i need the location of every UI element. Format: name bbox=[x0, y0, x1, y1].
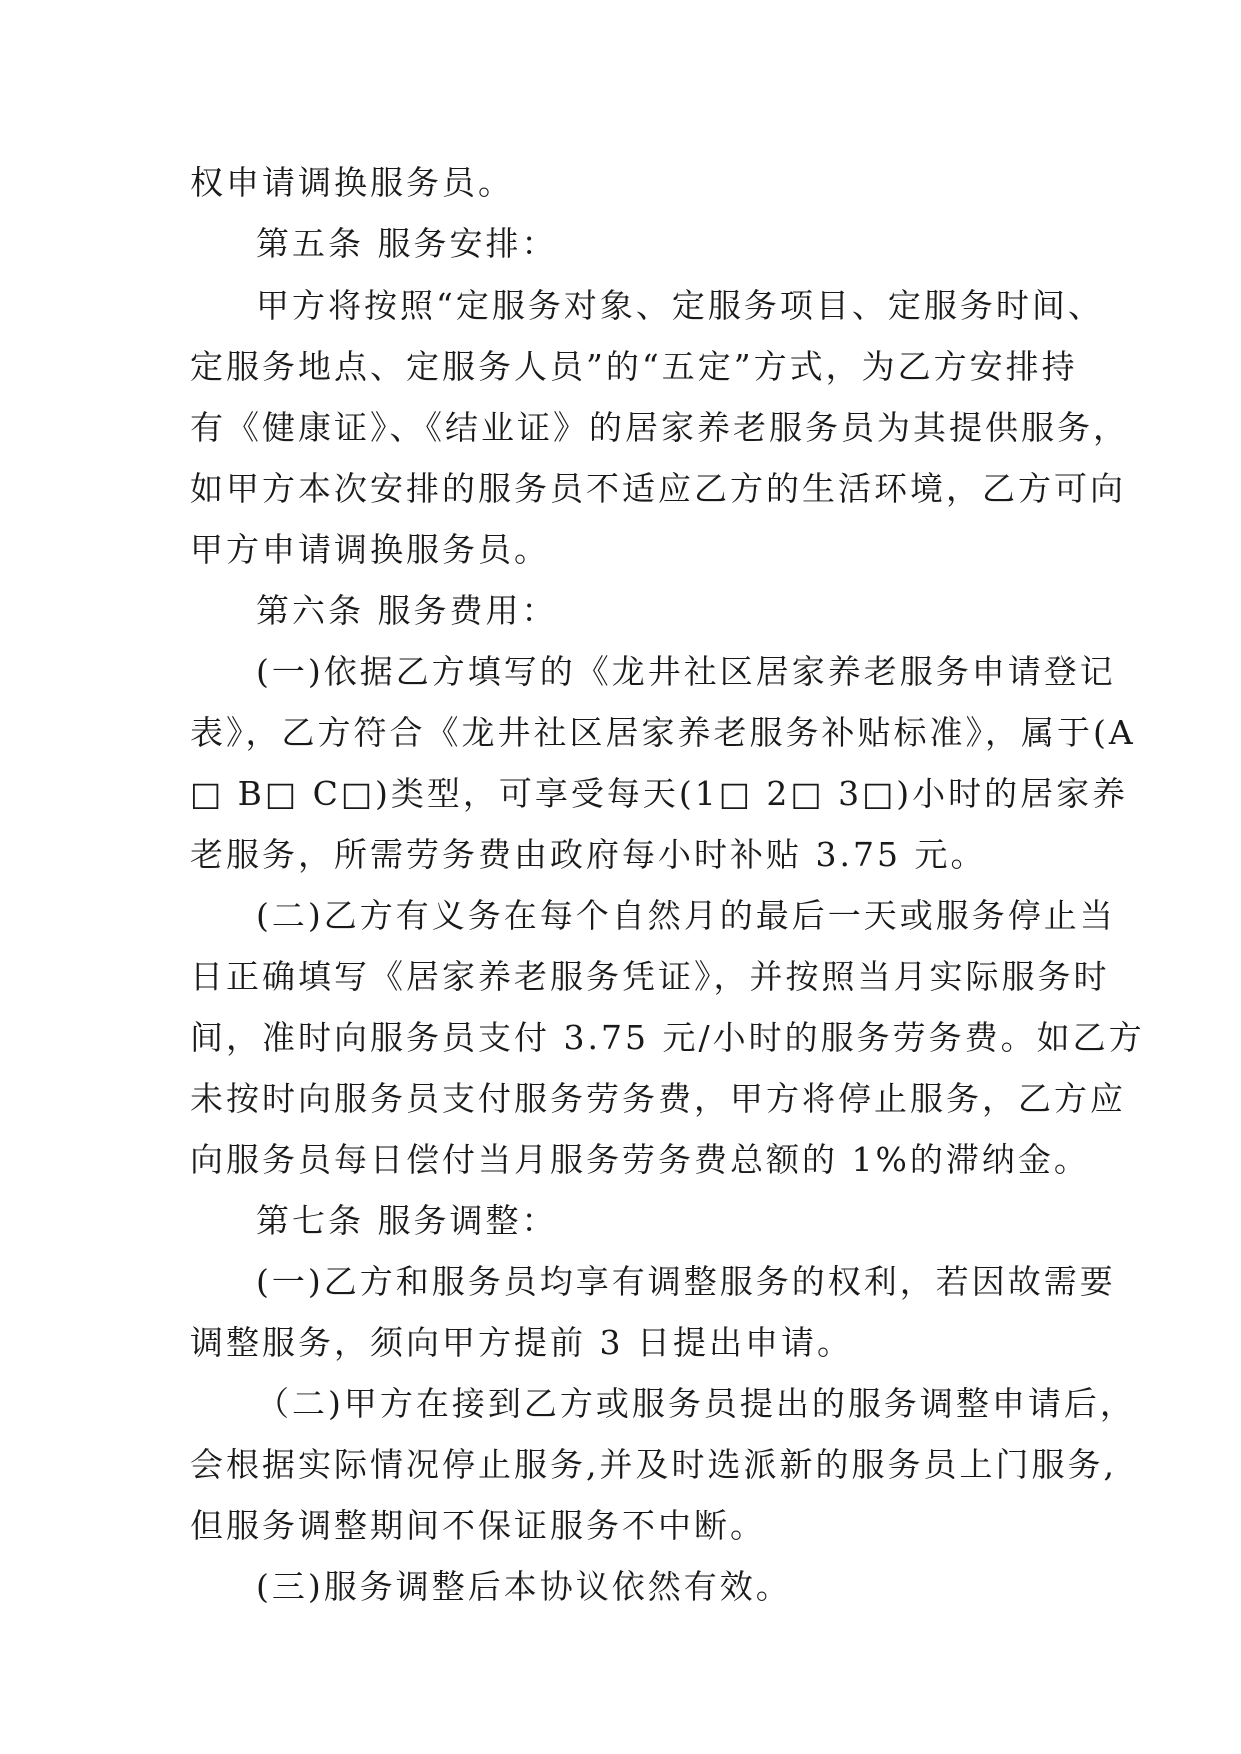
article-5-heading: 第五条 服务安排： bbox=[256, 224, 558, 263]
clause-line: 未按时向服务员支付服务劳务费，甲方将停止服务，乙方应 bbox=[190, 1079, 1126, 1118]
clause-line: 老服务，所需劳务费由政府每小时补贴 3.75 元。 bbox=[190, 835, 987, 874]
clause-line: （二)甲方在接到乙方或服务员提出的服务调整申请后， bbox=[256, 1384, 1136, 1423]
clause-line: 会根据实际情况停止服务,并及时选派新的服务员上门服务, bbox=[190, 1445, 1117, 1484]
clause-line: 调整服务，须向甲方提前 3 日提出申请。 bbox=[190, 1323, 853, 1362]
paragraph-line: 有《健康证》、《结业证》的居家养老服务员为其提供服务， bbox=[190, 408, 1129, 447]
clause-line: 间，准时向服务员支付 3.75 元/小时的服务劳务费。如乙方 bbox=[190, 1018, 1145, 1057]
clause-line: 表》，乙方符合《龙井社区居家养老服务补贴标准》，属于(A bbox=[190, 713, 1136, 752]
clause-line: (二)乙方有义务在每个自然月的最后一天或服务停止当 bbox=[256, 896, 1116, 935]
paragraph-line: 如甲方本次安排的服务员不适应乙方的生活环境，乙方可向 bbox=[190, 469, 1126, 508]
clause-line: (一)乙方和服务员均享有调整服务的权利，若因故需要 bbox=[256, 1262, 1116, 1301]
paragraph-line: 甲方将按照“定服务对象、定服务项目、定服务时间、 bbox=[256, 286, 1104, 325]
article-6-heading: 第六条 服务费用： bbox=[256, 591, 558, 630]
paragraph-continuation-line: 权申请调换服务员。 bbox=[190, 163, 514, 202]
article-7-heading: 第七条 服务调整： bbox=[256, 1201, 558, 1240]
paragraph-line: 甲方申请调换服务员。 bbox=[190, 530, 550, 569]
clause-line: (一)依据乙方填写的《龙井社区居家养老服务申请登记 bbox=[256, 652, 1116, 691]
clause-line: 向服务员每日偿付当月服务劳务费总额的 1%的滞纳金。 bbox=[190, 1140, 1090, 1179]
clause-line: (三)服务调整后本协议依然有效。 bbox=[256, 1567, 792, 1606]
clause-line: 日正确填写《居家养老服务凭证》，并按照当月实际服务时 bbox=[190, 957, 1110, 996]
paragraph-line: 定服务地点、定服务人员”的“五定”方式，为乙方安排持 bbox=[190, 347, 1078, 386]
clause-line: 但服务调整期间不保证服务不中断。 bbox=[190, 1506, 766, 1545]
clause-line: □ B□ C□)类型，可享受每天(1□ 2□ 3□)小时的居家养 bbox=[190, 774, 1129, 813]
